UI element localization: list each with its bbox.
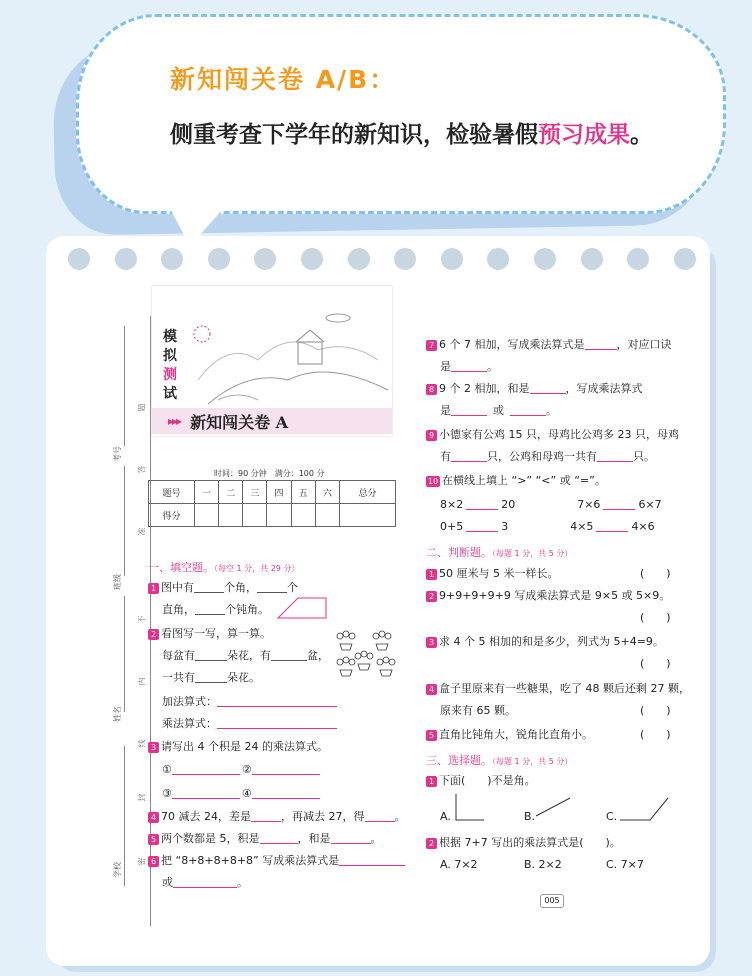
answer-blank[interactable] xyxy=(172,788,240,799)
answer-mark: ① xyxy=(162,763,172,776)
section-title: 三、选择题。 xyxy=(426,754,492,767)
seal-char: 密 xyxy=(135,858,150,866)
question-6 xyxy=(148,854,405,868)
banner-char: 模 xyxy=(163,329,177,345)
question-2-line-5 xyxy=(162,717,337,731)
choice-1-option-a[interactable]: A. xyxy=(440,810,451,823)
answer-blank[interactable] xyxy=(466,521,498,532)
score-cell[interactable] xyxy=(315,504,339,527)
compare-expr: 0+5 xyxy=(440,520,464,533)
field-school: 学校 xyxy=(113,862,122,878)
binder-hole xyxy=(581,248,603,270)
question-text: 一共有 xyxy=(162,671,195,684)
answer-blank[interactable] xyxy=(195,672,227,683)
field-name-line xyxy=(124,596,125,712)
question-9 xyxy=(426,428,679,442)
question-text: 盆， xyxy=(307,649,329,662)
binder-hole xyxy=(627,248,649,270)
question-number: 2 xyxy=(148,629,159,640)
compare-row-2 xyxy=(440,520,655,534)
answer-mark: ④ xyxy=(241,787,252,800)
answer-blank[interactable] xyxy=(451,405,487,416)
question-1-cont xyxy=(162,603,269,617)
question-text: 或 xyxy=(493,404,504,417)
judge-4 xyxy=(426,682,690,696)
answer-blank[interactable] xyxy=(194,582,224,593)
binder-hole xyxy=(161,248,183,270)
question-text: ，再减去 27，得 xyxy=(281,810,365,823)
score-cell: 四 xyxy=(267,481,291,504)
seal-char: 准 xyxy=(135,528,150,536)
score-cell[interactable] xyxy=(243,504,267,527)
question-text: 请写出 4 个积是 24 的乘法算式。 xyxy=(161,740,328,753)
question-text: 是 xyxy=(440,360,451,373)
score-table xyxy=(148,480,396,527)
banner-side-text xyxy=(158,328,182,404)
question-number: 7 xyxy=(426,340,437,351)
judge-2 xyxy=(426,589,670,603)
score-cell[interactable] xyxy=(219,504,243,527)
field-id-line xyxy=(124,326,125,446)
compare-expr: 4×6 xyxy=(631,520,655,533)
field-class-line xyxy=(124,466,125,576)
question-text: 或 xyxy=(162,876,173,889)
question-text: 。 xyxy=(370,832,382,845)
test-title: 新知闯关卷 A xyxy=(190,412,289,432)
compare-expr: 20 xyxy=(501,498,516,511)
score-cell[interactable] xyxy=(194,504,218,527)
question-text: 70 减去 24，差是 xyxy=(161,810,251,823)
section-title: 一、填空题。 xyxy=(148,561,214,574)
field-id: 考号 xyxy=(113,446,122,462)
choice-2-option-c[interactable]: C. 7×7 xyxy=(606,858,644,871)
question-text: 看图写一写，算一算。 xyxy=(161,627,271,640)
section-true-false xyxy=(426,544,572,560)
section-title: 二、判断题。 xyxy=(426,546,492,559)
score-cell: 六 xyxy=(315,481,339,504)
field-class: 班级 xyxy=(113,574,122,590)
score-cell[interactable] xyxy=(340,504,396,527)
answer-blank[interactable] xyxy=(603,499,635,510)
question-6-cont xyxy=(162,876,248,890)
section-note: （每题 1 分，共 5 分） xyxy=(492,549,573,558)
answer-blank[interactable] xyxy=(597,451,633,462)
seal-char: 线 xyxy=(135,740,150,748)
choice-2-option-b[interactable]: B. 2×2 xyxy=(524,858,562,871)
banner-char: 拟 xyxy=(163,348,177,364)
question-number: 4 xyxy=(426,684,437,695)
question-number: 3 xyxy=(426,637,437,648)
answer-blank[interactable] xyxy=(257,582,287,593)
binder-hole xyxy=(487,248,509,270)
answer-blank[interactable] xyxy=(195,604,225,615)
answer-blank[interactable] xyxy=(251,811,281,822)
question-3-line-2 xyxy=(162,763,320,777)
question-number: 8 xyxy=(426,384,437,395)
choice-2-option-a[interactable]: A. 7×2 xyxy=(440,858,478,871)
seal-char: 答 xyxy=(135,466,150,474)
section-note: （每题 1 分，共 5 分） xyxy=(492,757,573,766)
binder-hole xyxy=(68,248,90,270)
score-cell: 三 xyxy=(243,481,267,504)
section-choice xyxy=(426,752,572,768)
answer-blank[interactable] xyxy=(339,855,405,866)
answer-blank[interactable] xyxy=(217,696,337,707)
question-number: 10 xyxy=(427,477,439,486)
answer-blank[interactable] xyxy=(596,521,628,532)
field-school-line xyxy=(124,746,125,886)
binder-hole xyxy=(441,248,463,270)
answer-blank[interactable] xyxy=(195,650,227,661)
answer-blank[interactable] xyxy=(217,718,337,729)
answer-blank[interactable] xyxy=(271,650,307,661)
test-banner xyxy=(152,286,392,436)
banner-char: 试 xyxy=(163,386,177,402)
question-text: ，对应口诀 xyxy=(616,338,672,351)
binder-hole xyxy=(394,248,416,270)
landscape-illustration xyxy=(188,300,388,410)
question-8-cont xyxy=(440,404,557,418)
question-number: 2 xyxy=(426,591,437,602)
question-number: 4 xyxy=(148,812,159,823)
judge-1 xyxy=(426,567,559,581)
question-text: 盒子里原来有一些糖果，吃了 48 颗后还剩 27 颗， xyxy=(439,682,690,695)
answer-blank[interactable] xyxy=(530,383,566,394)
question-number: 1 xyxy=(426,569,437,580)
question-text: 直角， xyxy=(162,603,195,616)
question-text: 个角， xyxy=(224,581,257,594)
question-text: 图中有 xyxy=(161,581,194,594)
question-text: 只。 xyxy=(633,450,655,463)
score-cell: 总分 xyxy=(340,481,396,504)
question-text: 直角比钝角大，锐角比直角小。 xyxy=(439,728,593,741)
angle-options-figure xyxy=(440,790,690,824)
score-value-row xyxy=(149,504,396,527)
exam-paper xyxy=(46,236,710,966)
question-text: 个 xyxy=(287,581,298,594)
question-text: 6 个 7 相加，写成乘法算式是 xyxy=(439,338,585,351)
question-text: 是 xyxy=(440,404,451,417)
judge-1-paren[interactable]: ( ) xyxy=(640,567,671,580)
question-text: 有 xyxy=(440,450,451,463)
question-text: 下面( )不是角。 xyxy=(439,774,536,787)
question-text: 小德家有公鸡 15 只，母鸡比公鸡多 23 只，母鸡 xyxy=(439,428,679,441)
question-2 xyxy=(148,627,271,641)
page-number: 005 xyxy=(540,894,564,908)
question-number: 6 xyxy=(148,856,159,867)
binder-holes xyxy=(68,248,696,270)
question-number: 9 xyxy=(426,430,437,441)
judge-2-paren[interactable]: ( ) xyxy=(640,611,671,624)
answer-blank[interactable] xyxy=(466,499,498,510)
question-text: ，写成乘法算式 xyxy=(565,382,643,395)
banner-char: 测 xyxy=(163,367,177,383)
score-cell: 得分 xyxy=(149,504,195,527)
question-2-line-3 xyxy=(162,671,260,685)
compare-expr: 7×6 xyxy=(577,498,601,511)
answer-blank[interactable] xyxy=(260,833,298,844)
answer-blank[interactable] xyxy=(172,764,240,775)
choice-2 xyxy=(426,836,621,850)
compare-expr: 6×7 xyxy=(638,498,662,511)
subtitle-highlight: 预习成果 xyxy=(538,122,630,148)
judge-3-paren[interactable]: ( ) xyxy=(640,657,671,670)
question-3 xyxy=(148,740,328,754)
binder-hole xyxy=(301,248,323,270)
time-score-info: 时间：90 分钟 满分：100 分 xyxy=(214,469,325,478)
seal-char: 封 xyxy=(135,794,150,802)
question-5 xyxy=(148,832,382,846)
question-text: 朵花。 xyxy=(227,671,260,684)
question-text: 每盆有 xyxy=(162,649,195,662)
binder-hole xyxy=(534,248,556,270)
judge-5-paren[interactable]: ( ) xyxy=(640,728,671,741)
binder-hole xyxy=(254,248,276,270)
question-text: 9 个 2 相加，和是 xyxy=(439,382,530,395)
compare-expr: 8×2 xyxy=(440,498,464,511)
question-number: 5 xyxy=(426,730,437,741)
judge-3 xyxy=(426,635,664,649)
question-2-line-4 xyxy=(162,695,337,709)
question-text: 朵花，有 xyxy=(227,649,271,662)
question-text: 求 4 个 5 相加的和是多少，列式为 5+4=9。 xyxy=(439,635,664,648)
trapezoid-figure xyxy=(276,596,328,620)
question-text: 。 xyxy=(487,360,498,373)
compare-row-1 xyxy=(440,498,662,512)
answer-mark: ③ xyxy=(162,787,172,800)
answer-blank[interactable] xyxy=(365,811,395,822)
section-fill-in xyxy=(148,559,299,575)
speech-bubble xyxy=(76,14,726,214)
compare-expr: 3 xyxy=(501,520,509,533)
answer-blank[interactable] xyxy=(173,877,237,888)
question-10 xyxy=(426,474,606,488)
score-cell: 题号 xyxy=(149,481,195,504)
binder-hole xyxy=(348,248,370,270)
score-cell[interactable] xyxy=(267,504,291,527)
field-name: 姓名 xyxy=(113,706,122,722)
score-cell[interactable] xyxy=(291,504,315,527)
question-text: 两个数都是 5，积是 xyxy=(161,832,260,845)
question-1 xyxy=(148,581,298,595)
answer-blank[interactable] xyxy=(585,339,617,350)
question-text: 个钝角。 xyxy=(225,603,269,616)
bubble-title: 新知闯关卷 A/B： xyxy=(170,65,397,94)
subtitle-text: 侧重考查下学年的新知识，检验暑假 xyxy=(170,122,538,148)
subtitle-end: 。 xyxy=(630,122,653,148)
answer-blank[interactable] xyxy=(331,833,371,844)
question-text: 只，公鸡和母鸡一共有 xyxy=(487,450,597,463)
triple-arrow-icon: ▸▸▸ xyxy=(168,414,181,428)
judge-4-cont: 原来有 65 颗。 xyxy=(440,704,516,717)
seal-char: 题 xyxy=(135,404,150,412)
answer-blank[interactable] xyxy=(510,405,546,416)
question-2-line-2 xyxy=(162,649,329,663)
flower-pots-figure xyxy=(332,628,402,684)
score-cell: 一 xyxy=(194,481,218,504)
question-text: 加法算式： xyxy=(162,695,217,708)
judge-5 xyxy=(426,728,593,742)
compare-expr: 4×5 xyxy=(570,520,594,533)
question-text: 。 xyxy=(546,404,557,417)
answer-blank[interactable] xyxy=(451,451,487,462)
choice-1-option-c[interactable]: C. xyxy=(606,810,618,823)
answer-blank[interactable] xyxy=(451,361,487,372)
question-text: 乘法算式： xyxy=(162,717,217,730)
bubble-subtitle xyxy=(170,116,653,149)
section-note: （每空 1 分，共 29 分） xyxy=(214,564,300,573)
question-8 xyxy=(426,382,643,396)
question-text: 。 xyxy=(237,876,248,889)
question-3-line-3 xyxy=(162,787,320,801)
question-number: 1 xyxy=(148,583,159,594)
question-7 xyxy=(426,338,672,352)
question-7-cont xyxy=(440,360,498,374)
question-text: 9+9+9+9+9 写成乘法算式是 9×5 或 5×9。 xyxy=(439,589,671,602)
question-4 xyxy=(148,810,406,824)
banner-title-bar xyxy=(152,408,392,434)
score-header-row xyxy=(149,481,396,504)
binder-hole xyxy=(208,248,230,270)
question-text: 根据 7+7 写出的乘法算式是( )。 xyxy=(439,836,621,849)
answer-mark: ② xyxy=(241,763,252,776)
question-text: ，和是 xyxy=(297,832,331,845)
question-number: 2 xyxy=(426,838,437,849)
question-number: 3 xyxy=(148,742,159,753)
answer-blank[interactable] xyxy=(252,788,320,799)
answer-blank[interactable] xyxy=(252,764,320,775)
question-text: 。 xyxy=(394,810,406,823)
binder-hole xyxy=(674,248,696,270)
score-cell: 二 xyxy=(219,481,243,504)
question-text: 50 厘米与 5 米一样长。 xyxy=(439,567,559,580)
binder-hole xyxy=(115,248,137,270)
question-number: 5 xyxy=(148,834,159,845)
question-text: 把 “8+8+8+8+8” 写成乘法算式是 xyxy=(161,854,340,867)
judge-4-paren[interactable]: ( ) xyxy=(640,704,671,717)
question-text: 在横线上填上 “>” “<” 或 “=”。 xyxy=(442,474,606,487)
choice-1 xyxy=(426,774,536,788)
question-number: 1 xyxy=(426,776,437,787)
seal-char: 不 xyxy=(135,616,150,624)
question-9-cont xyxy=(440,450,655,464)
seal-char: 内 xyxy=(135,678,150,686)
score-cell: 五 xyxy=(291,481,315,504)
choice-1-option-b[interactable]: B. xyxy=(524,810,536,823)
